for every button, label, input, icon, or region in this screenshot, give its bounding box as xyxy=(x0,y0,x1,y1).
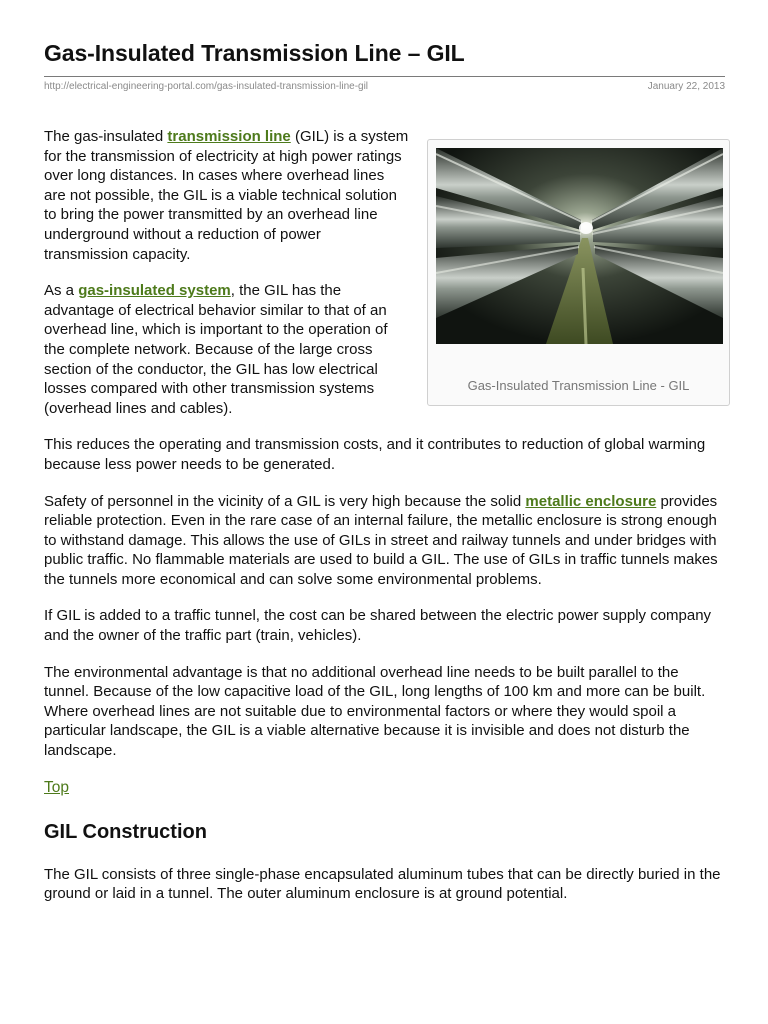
paragraph-text: , the GIL has the advantage of electrical behavior similar to that of an overhead line, which is important to the operation of the complete network. Because of the large cross section of the conductor, the GIL has low electrical losses compared with other transmission systems (overhead lines and cables). xyxy=(44,282,388,417)
publish-date: January 22, 2013 xyxy=(647,81,725,92)
paragraph-4 xyxy=(44,492,726,590)
tunnel-pipes-photo xyxy=(436,148,723,344)
page-title: Gas-Insulated Transmission Line – GIL xyxy=(44,40,465,66)
title-divider xyxy=(44,76,725,77)
source-url: http://electrical-engineering-portal.com/gas-insulated-transmission-line-gil xyxy=(44,81,369,92)
paragraph-6: The environmental advantage is that no additional overhead line needs to be built parallel to the tunnel. Because of the low capacitive load of the GIL, long lengths of 100 km and more can be built. Where overhead lines are not suitable due to environmental factors or where they would spoil a particular landscape, the GIL is a viable alternative because it is invisible and does not disturb the landscape. xyxy=(44,663,706,760)
paragraph-text: As a xyxy=(44,282,79,300)
paragraph-text: provides reliable protection. Even in the rare case of an internal failure, the metallic enclosure is strong enough to withstand damage. This allows the use of GILs in street and railway tunnels and under bridges with public traffic. No flammable materials are used to build a GIL. The use of GILs in traffic tunnels makes the tunnels more economical and can solve some environmental problems. xyxy=(44,492,718,588)
link-gas-insulated-system[interactable]: gas-insulated system xyxy=(78,282,231,300)
paragraph-text: The gas-insulated xyxy=(44,128,168,145)
top-link[interactable]: Top xyxy=(44,778,69,796)
article-body xyxy=(44,127,726,921)
figure-caption: Gas-Insulated Transmission Line - GIL xyxy=(467,378,690,393)
paragraph-text: Safety of personnel in the vicinity of a GIL is very high because the solid xyxy=(44,492,526,510)
top-link-wrapper xyxy=(44,778,726,798)
link-metallic-enclosure[interactable]: metallic enclosure xyxy=(525,492,657,510)
paragraph-3: This reduces the operating and transmission costs, and it contributes to reduction of global warming because less power needs to be generated. xyxy=(44,436,706,473)
section-heading: GIL Construction xyxy=(44,821,207,844)
figure-box xyxy=(427,139,730,406)
paragraph-5: If GIL is added to a traffic tunnel, the cost can be shared between the electric power supply company and the owner of the traffic part (train, vehicles). xyxy=(44,607,712,645)
paragraph-7: The GIL consists of three single-phase encapsulated aluminum tubes that can be directly buried in the ground or laid in a tunnel. The outer aluminum enclosure is at ground potential. xyxy=(44,865,721,903)
paragraph-text: (GIL) is a system for the transmission of electricity at high power ratings over long distances. In cases where overhead lines are not possible, the GIL is a viable technical solution to bring the power transmitted by an overhead line underground without a reduction of power transmission capacity. xyxy=(44,128,409,263)
link-transmission-line[interactable]: transmission line xyxy=(167,128,291,145)
